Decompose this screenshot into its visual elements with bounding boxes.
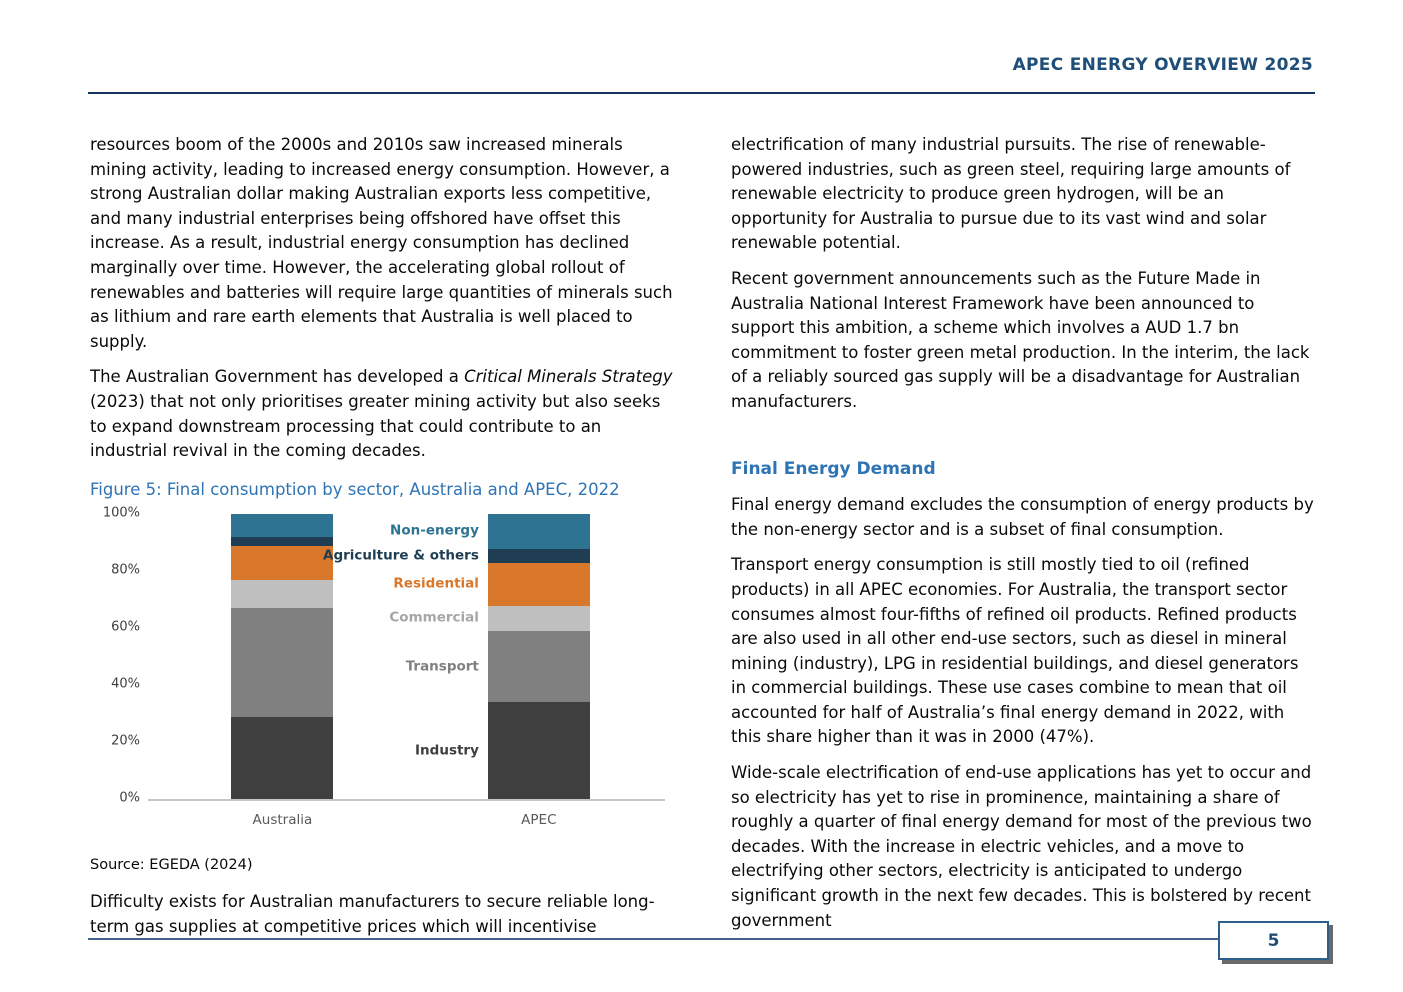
paragraph: Final energy demand excludes the consumption of energy products by the non-energy sector and is a subset of final consumption. — [731, 495, 1314, 539]
paragraph: Wide-scale electrification of end-use applications has yet to occur and so electricity has yet to rise in prominence, maintaining a share of roughly a quarter of final energy demand for most of the previous two decades. With the increase in electric vehicles, and a move to electrifying other sectors, electricity is anticipated to undergo significant growth in the next few decades. This is bolstered by recent government — [731, 763, 1312, 930]
legend-label-non-energy: Non-energy — [390, 523, 479, 540]
stacked-bar-australia — [231, 514, 333, 799]
page-number: 5 — [1267, 930, 1280, 951]
y-axis-tick-label: 20% — [111, 734, 140, 750]
paragraph: Difficulty exists for Australian manufacturers to secure reliable long-term gas supplies at competitive prices which will incentivise — [90, 891, 655, 936]
paragraph-text: (2023) that not only prioritises greater mining activity but also seeks to expand downstream processing that could contribute to an industrial revival in the coming decades. — [90, 391, 661, 461]
bar-segment-non-energy — [231, 514, 333, 537]
left-column — [90, 133, 675, 950]
section-heading: Final Energy Demand — [731, 458, 936, 479]
figure-caption: Figure 5: Final consumption by sector, Australia and APEC, 2022 — [90, 479, 620, 499]
bar-segment-industry — [231, 717, 333, 800]
bar-segment-agriculture-others — [231, 537, 333, 546]
figure5-chart — [90, 506, 675, 837]
paragraph-text: The Australian Government has developed a — [90, 367, 465, 387]
y-axis-tick-label: 80% — [111, 563, 140, 579]
paragraph: electrification of many industrial pursuits. The rise of renewable-powered industries, such as green steel, requiring large amounts of renewable electricity to produce green hydrogen, will be an opportunity for Australia to pursue due to its vast wind and solar renewable potential. — [731, 135, 1291, 253]
bar-segment-residential — [488, 563, 590, 606]
footer-rule — [88, 938, 1315, 940]
paragraph: Transport energy consumption is still mostly tied to oil (refined products) in all APEC economies. For Australia, the transport sector consumes almost four-fifths of refined oil products. Refined products are also used in all other end-use sectors, such as diesel in mineral mining (industry), LPG in residential buildings, and diesel generators in commercial buildings. These use cases combine to mean that oil accounted for half of Australia’s final energy demand in 2022, with this share higher than it was in 2000 (47%). — [731, 555, 1299, 747]
legend-label-industry: Industry — [415, 742, 479, 759]
paragraph: resources boom of the 2000s and 2010s saw increased minerals mining activity, leading to increased energy consumption. However, a strong Australian dollar making Australian exports less competitive, and many industrial enterprises being offshored have offset this increase. As a result, industrial energy consumption has declined marginally over time. However, the accelerating global rollout of renewables and batteries will require large quantities of minerals such as lithium and rare earth elements that Australia is well placed to supply. — [90, 135, 673, 351]
figure-source: Source: EGEDA (2024) — [90, 857, 253, 874]
bar-segment-industry — [488, 702, 590, 799]
page-number-box — [1218, 921, 1329, 960]
bar-segment-agriculture-others — [488, 549, 590, 563]
y-axis-tick-label: 100% — [102, 506, 140, 522]
x-axis-category-label: APEC — [521, 812, 557, 829]
y-axis-tick-label: 40% — [111, 677, 140, 693]
italic-phrase: Critical Minerals Strategy — [464, 367, 673, 387]
stacked-bar-apec — [488, 514, 590, 799]
legend-label-transport: Transport — [405, 658, 479, 675]
paragraph: Recent government announcements such as the Future Made in Australia National Interest Framework have been announced to support this ambition, a scheme which involves a AUD 1.7 bn commitment to foster green metal production. In the interim, the lack of a reliably sourced gas supply will be a disadvantage for Australian manufacturers. — [731, 268, 1310, 411]
y-axis-tick-label: 0% — [119, 791, 140, 807]
legend-label-residential: Residential — [393, 575, 479, 592]
two-column-body — [90, 133, 1316, 950]
bar-segment-transport — [231, 608, 333, 716]
bar-segment-non-energy — [488, 514, 590, 548]
legend-label-agriculture-others: Agriculture & others — [323, 547, 479, 564]
y-axis-tick-label: 60% — [111, 620, 140, 636]
header-rule — [88, 92, 1315, 94]
page-header-title: APEC ENERGY OVERVIEW 2025 — [1012, 55, 1313, 75]
bar-segment-commercial — [488, 606, 590, 632]
bar-segment-transport — [488, 631, 590, 702]
bar-segment-commercial — [231, 580, 333, 609]
bar-segment-residential — [231, 546, 333, 580]
figure5-plot — [102, 506, 665, 829]
x-axis-area — [90, 801, 675, 837]
paragraph — [90, 365, 675, 463]
legend-label-commercial: Commercial — [389, 610, 479, 627]
right-column — [731, 133, 1316, 950]
x-axis-category-label: Australia — [252, 812, 313, 829]
